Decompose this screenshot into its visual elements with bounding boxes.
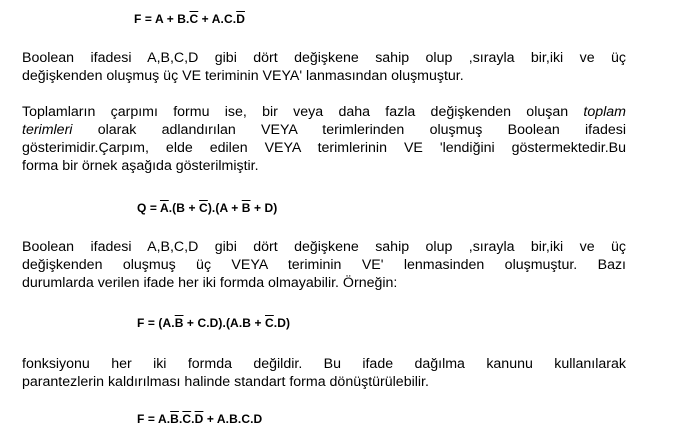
formula-text: + C.D).(A.B + (183, 316, 265, 330)
formula-text: F = A. (137, 412, 171, 426)
paragraph-pos-explanation (22, 238, 626, 292)
negated-variable: $\overline{B}$ (170, 412, 179, 426)
formula-standard-form (137, 412, 262, 426)
formula-text: F = A + B. (134, 12, 190, 26)
formula-text: .(B + (168, 201, 200, 215)
formula-text: F = (A. (137, 316, 175, 330)
negated-variable: $\overline{D}$ (236, 12, 245, 26)
text-line: fonksiyonu her iki formda değildir. Bu ifade dağılma kanunu kullanılarak (22, 356, 626, 372)
text-line: parantezlerin kaldırılması halinde standart forma dönüştürülebilir. (22, 374, 429, 390)
formula-sum-of-products (134, 12, 245, 26)
negated-variable: $\overline{D}$ (194, 412, 204, 426)
negated-variable: $\overline{C}$ (265, 316, 274, 330)
negated-variable: $\overline{B}$ (241, 201, 251, 215)
negated-variable: $\overline{C}$ (199, 201, 208, 215)
negated-variable: $\overline{B}$ (174, 316, 184, 330)
formula-text: ).(A + (207, 201, 242, 215)
text-line: Boolean ifadesi A,B,C,D gibi dört değişkene sahip olup ,sırayla bir,iki ve üç (22, 50, 626, 66)
text-line: değişkenden oluşmuş üç VEYA teriminin VE' lenmasinden oluşmuştur. Bazı (22, 257, 626, 273)
paragraph-sop-description (22, 49, 626, 85)
formula-text: + A.C. (198, 12, 237, 26)
text-line: durumlarda verilen ifade her iki formda olmayabilir. Örneğin: (22, 275, 398, 291)
formula-text: Q = (137, 201, 160, 215)
formula-text: + D) (250, 201, 278, 215)
formula-mixed-form (137, 316, 290, 330)
paragraph-conversion-note (22, 355, 626, 391)
italic-term: toplam (583, 104, 626, 120)
italic-term: terimleri (22, 122, 73, 138)
text-line: forma bir örnek aşağıda gösterilmiştir. (22, 158, 259, 174)
text-line: gösterimidir.Çarpım, elde edilen VEYA terimlerinin VE 'lendiğini göstermektedir.Bu (22, 140, 626, 156)
formula-text: . (191, 412, 195, 426)
formula-text: + A.B.C.D (203, 412, 263, 426)
text-line: Boolean ifadesi A,B,C,D gibi dört değişkene sahip olup ,sırayla bir,iki ve üç (22, 239, 626, 255)
text-line (22, 121, 626, 139)
text-line (22, 103, 626, 121)
negated-variable: $\overline{C}$ (182, 412, 192, 426)
negated-variable: $\overline{C}$ (189, 12, 199, 26)
text-run: Toplamların çarpımı formu ise, bir veya daha fazla değişkenden oluşan (22, 104, 584, 120)
formula-text: . (178, 412, 183, 426)
formula-text: .D) (273, 316, 291, 330)
paragraph-pos-description (22, 103, 626, 175)
text-run: olarak adlandırılan VEYA terimlerinden oluşmuş Boolean ifadesi (72, 122, 626, 138)
negated-variable: $\overline{A}$ (159, 201, 169, 215)
formula-product-of-sums (137, 201, 277, 215)
text-line: değişkenden oluşmuş üç VE teriminin VEYA' lanmasından oluşmuştur. (22, 68, 464, 84)
